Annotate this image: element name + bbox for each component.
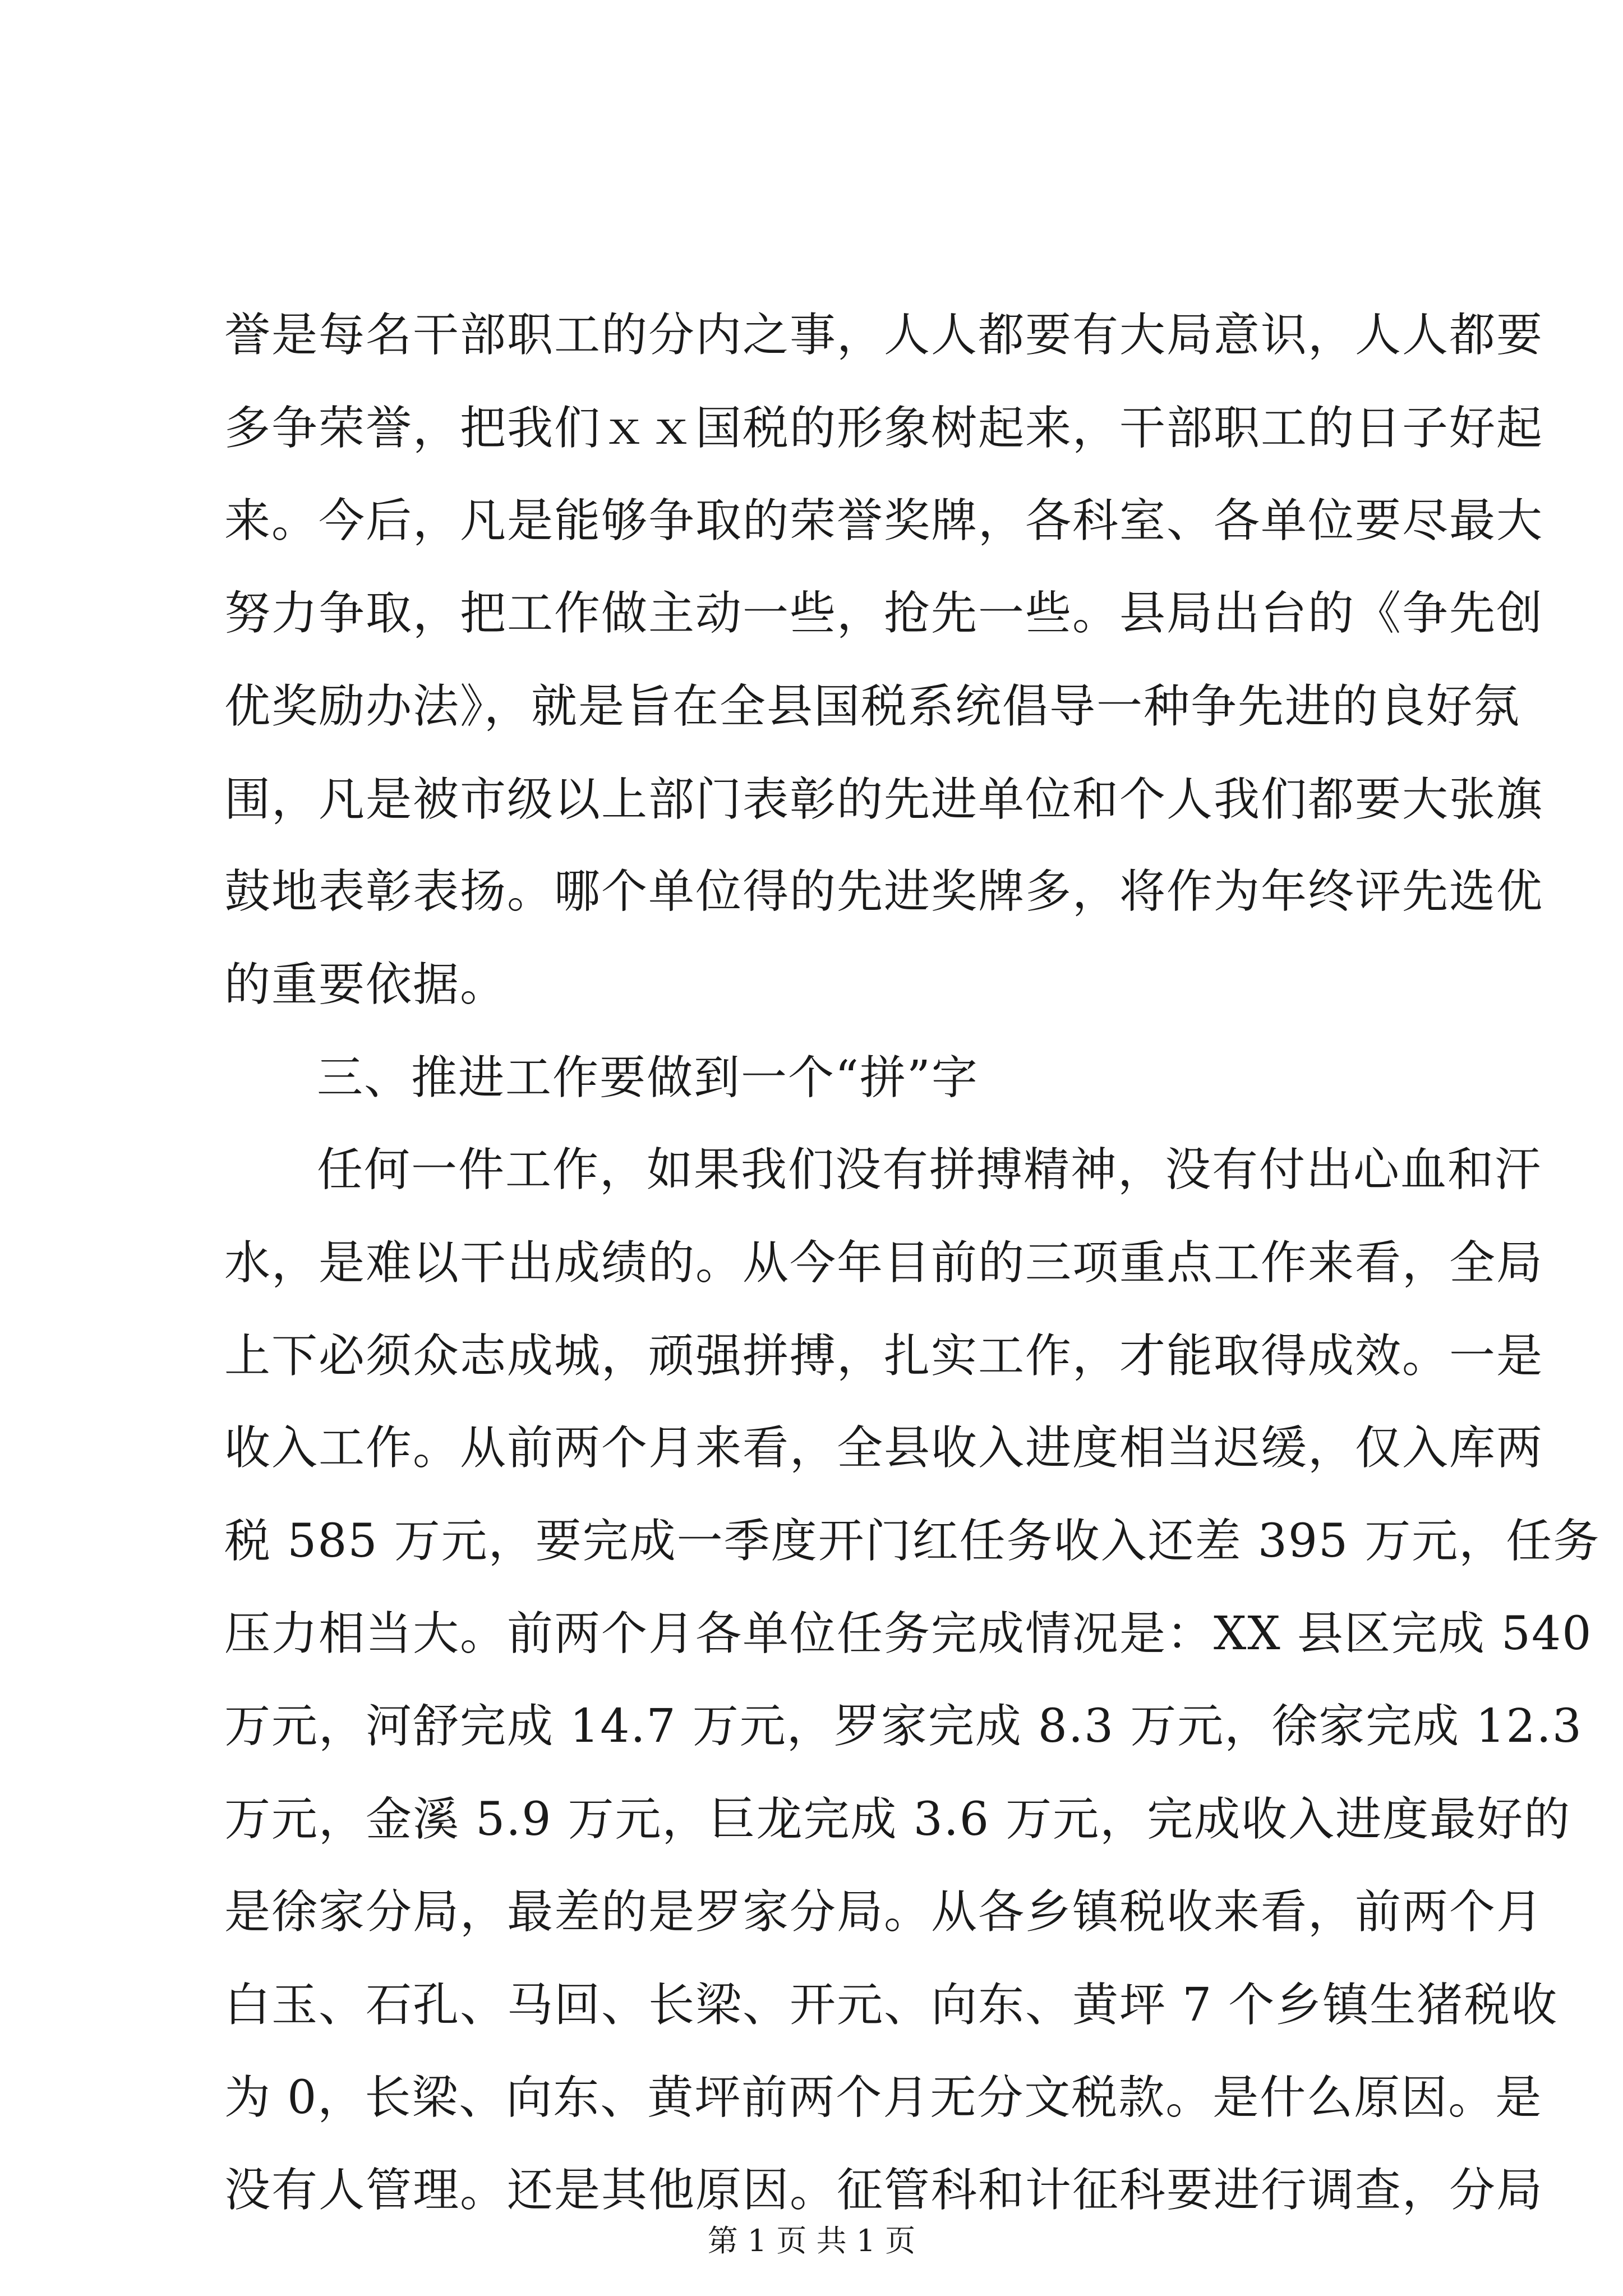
- body-text-line: 围，凡是被市级以上部门表彰的先进单位和个人我们都要大张旗: [224, 773, 1544, 826]
- body-text-line: 努力争取，把工作做主动一些，抢先一些。县局出台的《争先创: [224, 587, 1544, 640]
- page-number-footer: 第 1 页 共 1 页: [707, 2223, 916, 2258]
- paragraph-first-line: 任何一件工作，如果我们没有拼搏精神，没有付出心血和汗: [317, 1143, 1542, 1197]
- body-text-line: 收入工作。从前两个月来看，全县收入进度相当迟缓，仅入库两: [224, 1421, 1544, 1475]
- section-heading: 三、推进工作要做到一个“拼”字: [317, 1051, 979, 1105]
- body-text-line: 白玉、石孔、马回、长梁、开元、向东、黄坪 7 个乡镇生猪税收: [224, 1978, 1559, 2032]
- body-text-line: 来。今后，凡是能够争取的荣誉奖牌，各科室、各单位要尽最大: [224, 494, 1544, 547]
- body-text-line: 万元，河舒完成 14.7 万元，罗家完成 8.3 万元，徐家完成 12.3: [224, 1700, 1583, 1753]
- body-text-line: 税 585 万元，要完成一季度开门红任务收入还差 395 万元，任务: [224, 1515, 1601, 1568]
- body-text-line: 没有人管理。还是其他原因。征管科和计征科要进行调查，分局: [224, 2164, 1544, 2217]
- body-text-line: 鼓地表彰表扬。哪个单位得的先进奖牌多，将作为年终评先选优: [224, 865, 1544, 918]
- body-text-line: 水，是难以干出成绩的。从今年目前的三项重点工作来看，全局: [224, 1236, 1544, 1290]
- body-text-line: 誉是每名干部职工的分内之事，人人都要有大局意识，人人都要: [224, 309, 1544, 362]
- body-text-line: 多争荣誉，把我们ｘｘ国税的形象树起来，干部职工的日子好起: [224, 402, 1544, 455]
- body-text-line: 是徐家分局，最差的是罗家分局。从各乡镇税收来看，前两个月: [224, 1885, 1544, 1939]
- body-text-line: 压力相当大。前两个月各单位任务完成情况是：XX 县区完成 540: [224, 1607, 1593, 1660]
- body-text-line: 上下必须众志成城，顽强拼搏，扎实工作，才能取得成效。一是: [224, 1329, 1544, 1383]
- body-text-line: 的重要依据。: [224, 958, 508, 1011]
- body-text-line: 为 0，长梁、向东、黄坪前两个月无分文税款。是什么原因。是: [224, 2071, 1543, 2124]
- body-text-line: 优奖励办法》，就是旨在全县国税系统倡导一种争先进的良好氛: [224, 680, 1521, 733]
- body-text-line: 万元，金溪 5.9 万元，巨龙完成 3.6 万元，完成收入进度最好的: [224, 1793, 1571, 1846]
